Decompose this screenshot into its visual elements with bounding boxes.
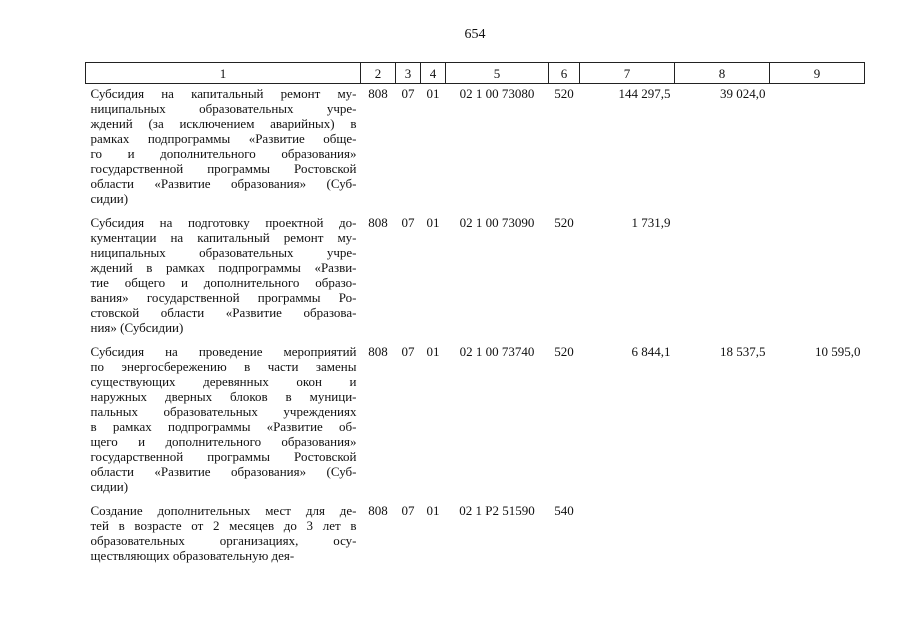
description-line: государственной программы Ростовской [90, 449, 357, 464]
description-line: рамках подпрограммы «Развитие обще- [90, 131, 357, 146]
description-line: го и дополнительного образования» [90, 146, 357, 161]
header-col-4: 4 [421, 63, 446, 84]
header-col-3: 3 [396, 63, 421, 84]
description-cell [86, 501, 361, 570]
description-line: сидии) [90, 191, 129, 206]
description-line: ния» (Субсидии) [90, 320, 184, 335]
section-code-cell: 07 [401, 503, 415, 518]
expense-type-cell: 520 [554, 215, 574, 230]
header-col-8: 8 [675, 63, 770, 84]
section-code-cell: 07 [401, 344, 415, 359]
amount-col-9-cell [770, 84, 865, 214]
ministry-code-cell: 808 [368, 215, 388, 230]
ministry-code-cell: 808 [368, 344, 388, 359]
amount-col-9-cell [770, 501, 865, 570]
expense-type-cell: 520 [554, 344, 574, 359]
table-header-row [86, 63, 865, 84]
description-line: образовательных организациях, осу- [90, 533, 357, 548]
header-col-2: 2 [361, 63, 396, 84]
table-body [86, 84, 865, 571]
description-line: вания» государственной программы Ро- [90, 290, 357, 305]
amount-col-9-cell: 10 595,0 [815, 344, 861, 359]
table-row [86, 84, 865, 214]
description-line: наружных дверных блоков в муници- [90, 389, 357, 404]
description-cell [86, 342, 361, 501]
description-line: Создание дополнительных мест для де- [90, 503, 357, 518]
amount-col-8-cell: 39 024,0 [720, 86, 766, 101]
description-line: государственной программы Ростовской [90, 161, 357, 176]
expense-type-cell: 520 [554, 86, 574, 101]
ministry-code-cell: 808 [368, 503, 388, 518]
description-line: тей в возрасте от 2 месяцев до 3 лет в [90, 518, 357, 533]
header-col-9: 9 [770, 63, 865, 84]
description-line: кументации на капитальный ремонт му- [90, 230, 357, 245]
table-row [86, 213, 865, 342]
amount-col-9-cell [770, 213, 865, 342]
page-number: 654 [464, 27, 486, 42]
header-col-1: 1 [86, 63, 361, 84]
table-row [86, 342, 865, 501]
amount-col-7-cell [580, 501, 675, 570]
description-line: Субсидия на капитальный ремонт му- [90, 86, 357, 101]
ministry-code-cell: 808 [368, 86, 388, 101]
amount-col-7-cell: 144 297,5 [618, 86, 671, 101]
description-line: Субсидия на проведение мероприятий [90, 344, 357, 359]
subsection-code-cell: 01 [426, 344, 440, 359]
table-row [86, 501, 865, 570]
description-cell [86, 84, 361, 214]
amount-col-8-cell [675, 213, 770, 342]
description-line: области «Развитие образования» (Суб- [90, 176, 357, 191]
budget-table [85, 62, 865, 570]
description-line: Субсидия на подготовку проектной до- [90, 215, 357, 230]
header-col-7: 7 [580, 63, 675, 84]
description-line: пальных образовательных учреждениях [90, 404, 357, 419]
amount-col-7-cell: 6 844,1 [631, 344, 671, 359]
description-line: тие общего и дополнительного образо- [90, 275, 357, 290]
description-line: ждений в рамках подпрограммы «Разви- [90, 260, 357, 275]
description-cell [86, 213, 361, 342]
description-line: существующих деревянных окон и [90, 374, 357, 389]
subsection-code-cell: 01 [426, 215, 440, 230]
section-code-cell: 07 [401, 215, 415, 230]
description-line: по энергосбережению в части замены [90, 359, 357, 374]
header-col-6: 6 [549, 63, 580, 84]
description-line: ществляющих образовательную дея- [90, 548, 295, 563]
expense-type-cell: 540 [554, 503, 574, 518]
description-line: сидии) [90, 479, 129, 494]
description-line: ниципальных образовательных учре- [90, 245, 357, 260]
description-line: ниципальных образовательных учре- [90, 101, 357, 116]
amount-col-7-cell: 1 731,9 [631, 215, 671, 230]
section-code-cell: 07 [401, 86, 415, 101]
description-line: в рамках подпрограммы «Развитие об- [90, 419, 357, 434]
target-article-cell: 02 1 P2 51590 [459, 503, 535, 518]
target-article-cell: 02 1 00 73080 [459, 86, 535, 101]
description-line: ждений (за исключением аварийных) в [90, 116, 357, 131]
subsection-code-cell: 01 [426, 86, 440, 101]
amount-col-8-cell [675, 501, 770, 570]
description-line: стовской области «Развитие образова- [90, 305, 357, 320]
amount-col-8-cell: 18 537,5 [720, 344, 766, 359]
description-line: области «Развитие образования» (Суб- [90, 464, 357, 479]
subsection-code-cell: 01 [426, 503, 440, 518]
target-article-cell: 02 1 00 73740 [459, 344, 535, 359]
description-line: щего и дополнительного образования» [90, 434, 357, 449]
header-col-5: 5 [446, 63, 549, 84]
target-article-cell: 02 1 00 73090 [459, 215, 535, 230]
